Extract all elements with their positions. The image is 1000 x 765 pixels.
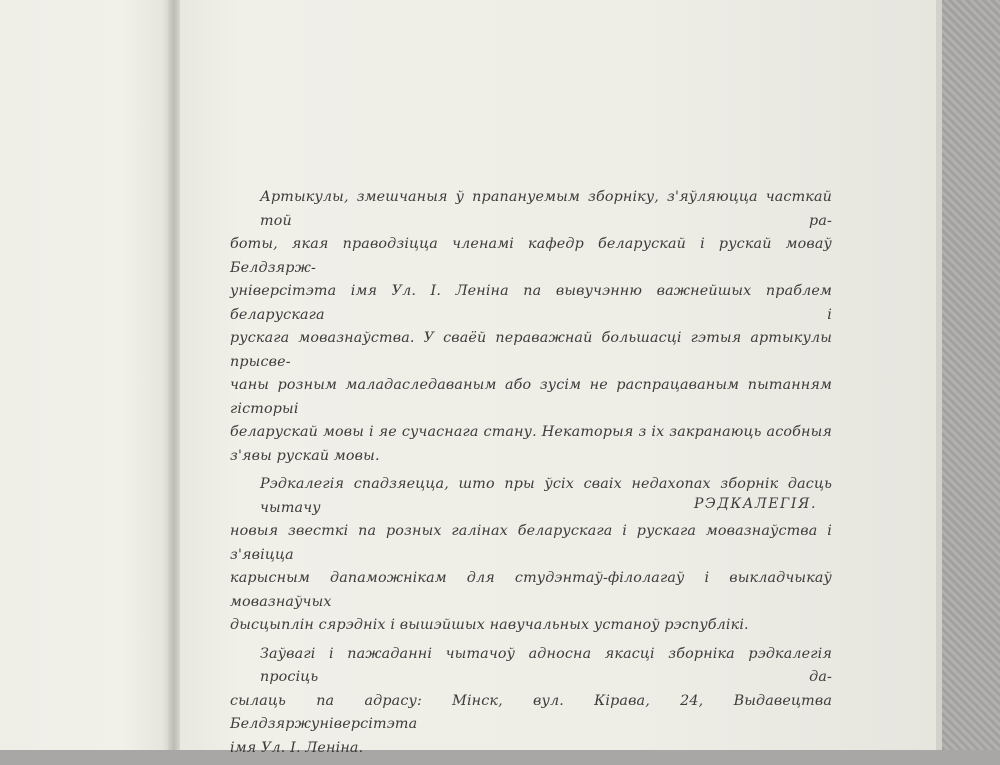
text-line: боты, якая праводзіцца членамі кафедр беларускай і рускай моваў Белдзярж- <box>230 236 832 276</box>
text-line: новыя звесткі па розных галінах беларускага і рускага мовазнаўства і з'явіцца <box>230 523 832 563</box>
text-line: Артыкулы, змешчаныя ў прапануемым зборніку, з'яўляюцца часткай той ра- <box>260 189 832 229</box>
page-edge <box>936 0 942 750</box>
text-line: імя Ул. І. Леніна. <box>230 739 364 756</box>
text-line: сылаць па адрасу: Мінск, вул. Кірава, 24, Выдавецтва Белдзяржуніверсітэта <box>230 692 832 732</box>
editorial-board-signature: РЭДКАЛЕГІЯ. <box>694 496 818 512</box>
paragraph-1 <box>230 186 832 468</box>
text-line: з'явы рускай мовы. <box>230 447 380 464</box>
background-cloth <box>938 0 1000 750</box>
left-page <box>0 0 176 750</box>
book-gutter <box>168 0 180 750</box>
paragraph-3 <box>230 643 832 761</box>
text-line: дысцыплін сярэдніх і вышэйшых навучальных устаноў рэспублікі. <box>230 617 749 633</box>
text-line: беларускай мовы і яе сучаснага стану. Некаторыя з іх закранаюць асобныя <box>230 424 832 440</box>
text-line: Рэдкалегія спадзяецца, што пры ўсіх сваіх недахопах зборнік дасць чытачу <box>260 476 832 516</box>
text-line: чаны розным маладаследаваным або зусім не распрацаваным пытанням гісторыі <box>230 377 832 417</box>
text-line: рускага мовазнаўства. У сваёй пераважнай большасці гэтыя артыкулы прысве- <box>230 330 832 370</box>
text-line: універсітэта імя Ул. І. Леніна па вывучэнню важнейшых праблем беларускага і <box>230 283 832 323</box>
preface-text <box>230 186 832 765</box>
text-line: карысным дапаможнікам для студэнтаў-філолагаў і выкладчыкаў мовазнаўчых <box>230 570 832 610</box>
text-line: Заўвагі і пажаданні чытачоў адносна якасці зборніка рэдкалегія просіць да- <box>260 645 832 685</box>
